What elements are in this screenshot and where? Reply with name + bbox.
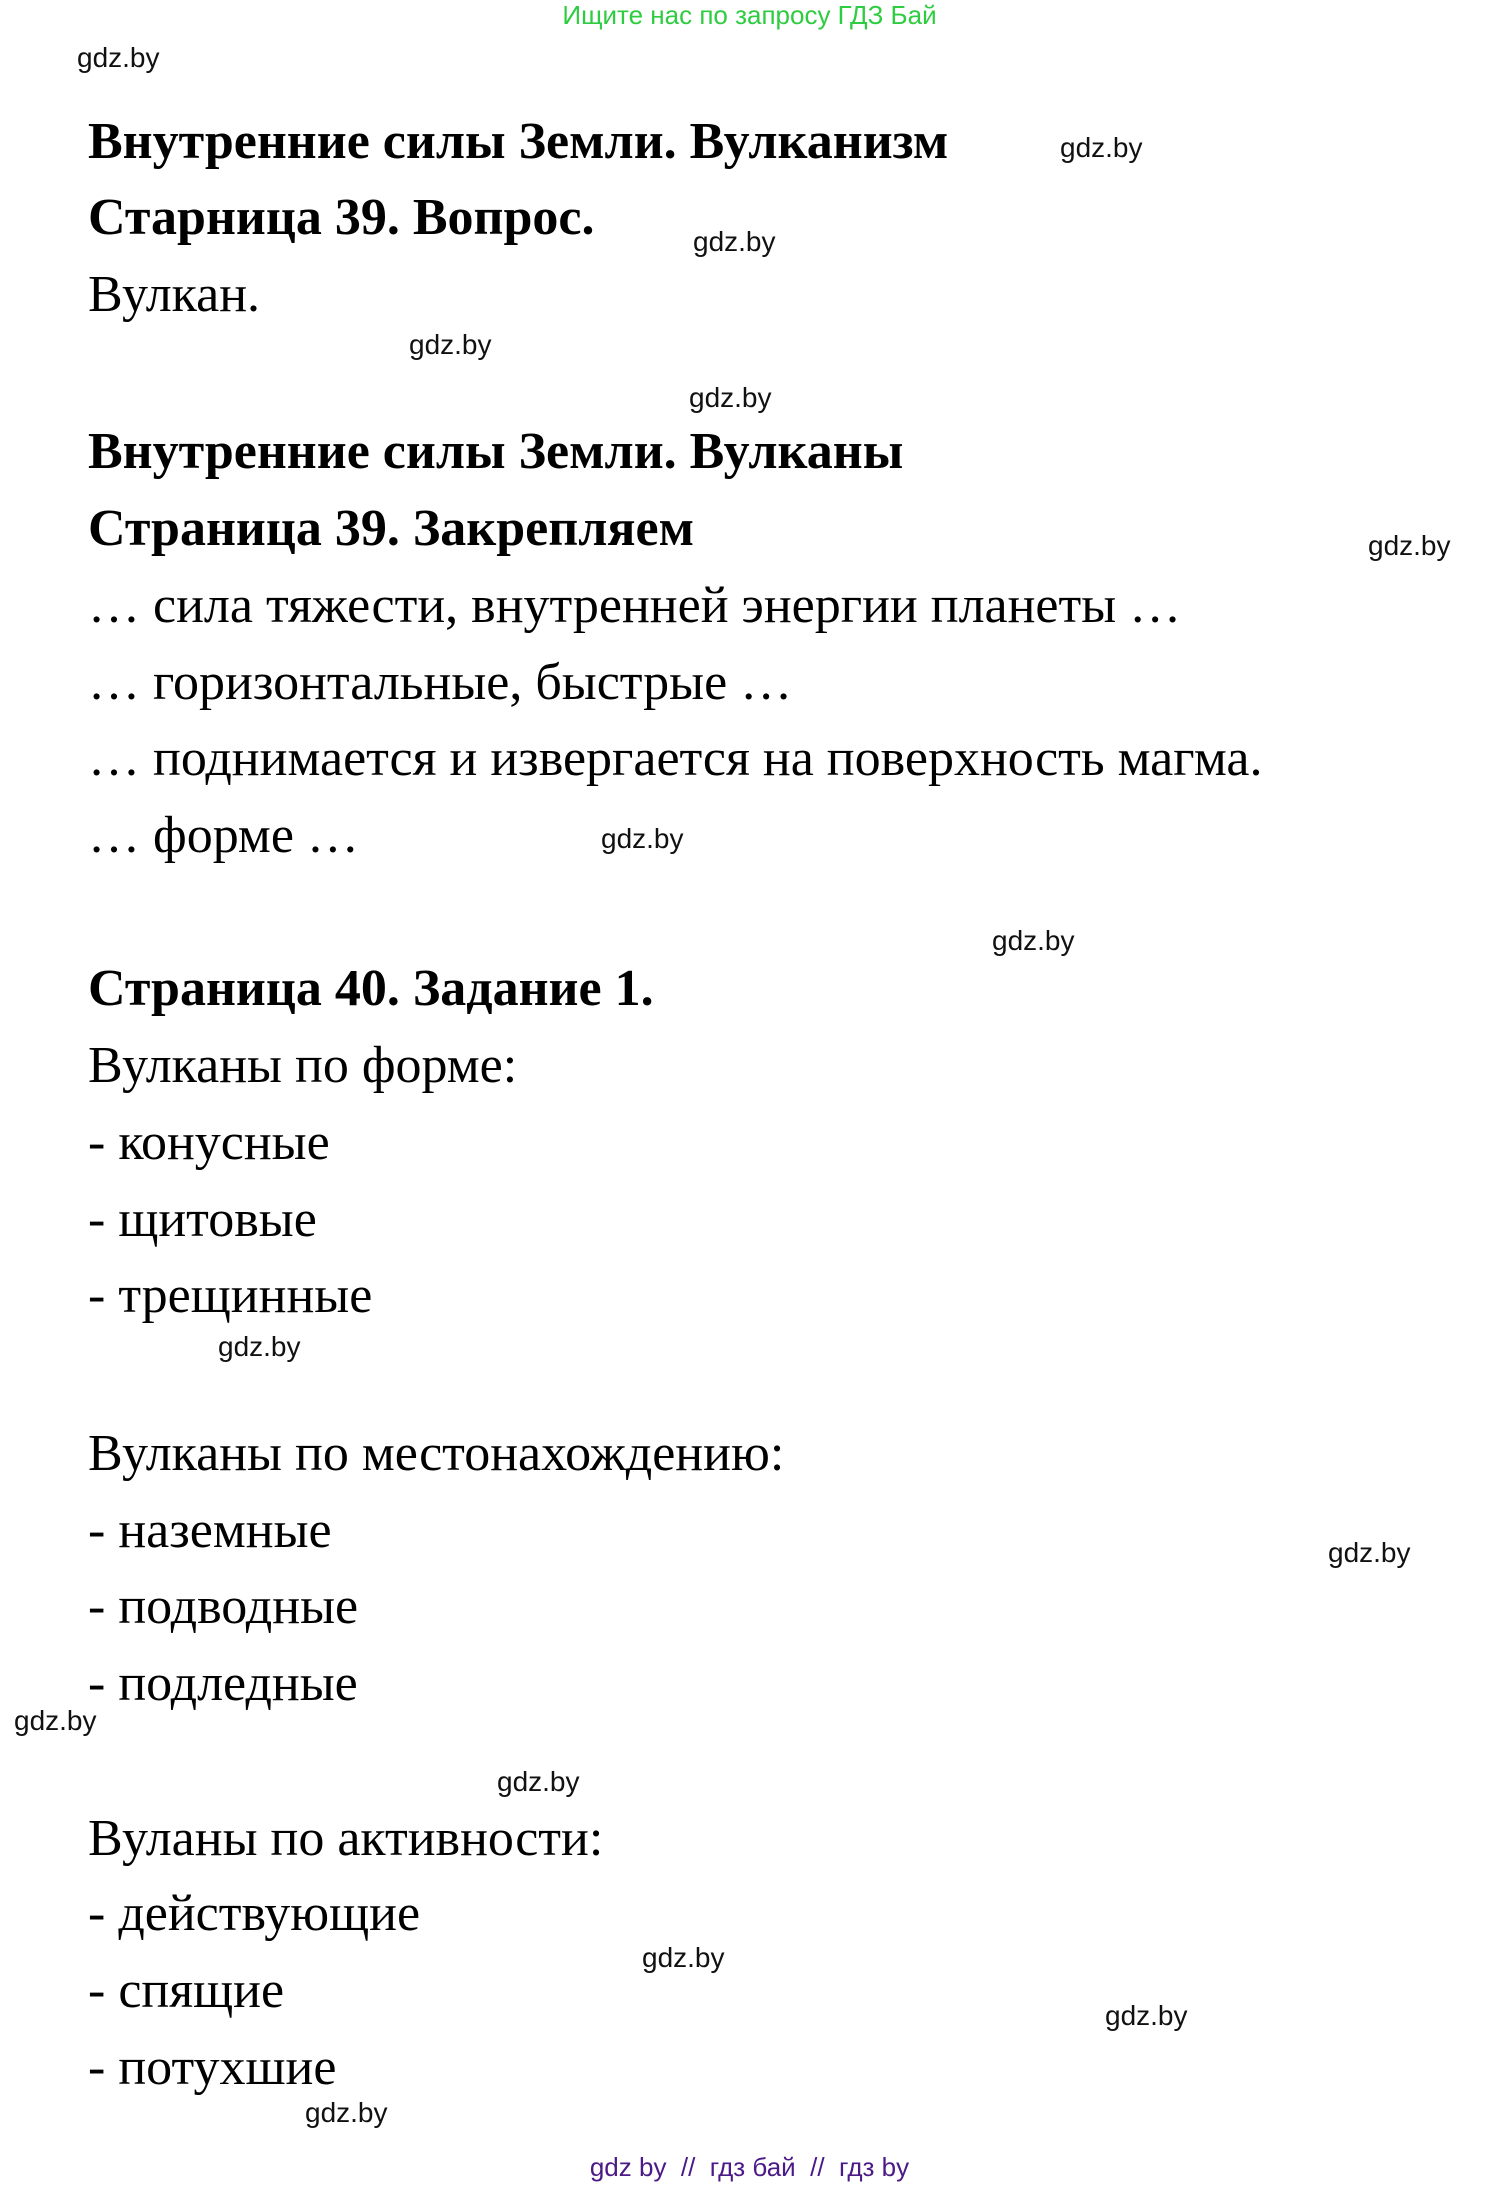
- footer-links[interactable]: gdz by // гдз бай // гдз by: [589, 2152, 910, 2182]
- list-item: - трещинные: [88, 1267, 373, 1324]
- watermark: gdz.by: [1328, 1537, 1411, 1568]
- watermark: gdz.by: [14, 1705, 97, 1736]
- watermark: gdz.by: [77, 42, 160, 73]
- section-title: Внутренние силы Земли. Вулканы: [88, 423, 904, 480]
- watermark: gdz.by: [497, 1766, 580, 1797]
- section-subtitle: Страница 39. Закрепляем: [88, 500, 695, 557]
- section-title: Внутренние силы Земли. Вулканизм: [88, 113, 949, 170]
- answer-line: Вулкан.: [88, 266, 261, 323]
- list-item: - потухшие: [88, 2039, 337, 2096]
- watermark: gdz.by: [992, 925, 1075, 956]
- watermark: gdz.by: [693, 226, 776, 257]
- list-item: - щитовые: [88, 1191, 317, 1248]
- watermark: gdz.by: [305, 2097, 388, 2128]
- watermark: gdz.by: [1368, 530, 1451, 561]
- section-subtitle: Страница 40. Задание 1.: [88, 960, 654, 1017]
- list-item: - наземные: [88, 1502, 332, 1559]
- answer-line: … сила тяжести, внутренней энергии планеты …: [88, 577, 1182, 634]
- watermark: gdz.by: [1105, 2000, 1188, 2031]
- watermark: gdz.by: [601, 823, 684, 854]
- answer-line: … горизонтальные, быстрые …: [88, 654, 793, 711]
- answer-line: … поднимается и извергается на поверхность магма.: [88, 730, 1263, 787]
- list-item: - подводные: [88, 1578, 359, 1635]
- answer-line: … форме …: [88, 807, 359, 864]
- watermark: gdz.by: [642, 1942, 725, 1973]
- search-hint-banner[interactable]: Ищите нас по запросу ГДЗ Бай: [562, 0, 937, 30]
- list-item: - спящие: [88, 1962, 285, 2019]
- list-item: - конусные: [88, 1114, 330, 1171]
- group-heading: Вуланы по активности:: [88, 1810, 604, 1867]
- group-heading: Вулканы по местонахождению:: [88, 1425, 785, 1482]
- watermark: gdz.by: [218, 1331, 301, 1362]
- list-item: - действующие: [88, 1885, 421, 1942]
- watermark: gdz.by: [409, 329, 492, 360]
- list-item: - подледные: [88, 1655, 358, 1712]
- group-heading: Вулканы по форме:: [88, 1037, 518, 1094]
- section-subtitle: Старница 39. Вопрос.: [88, 189, 595, 246]
- watermark: gdz.by: [689, 382, 772, 413]
- watermark: gdz.by: [1060, 132, 1143, 163]
